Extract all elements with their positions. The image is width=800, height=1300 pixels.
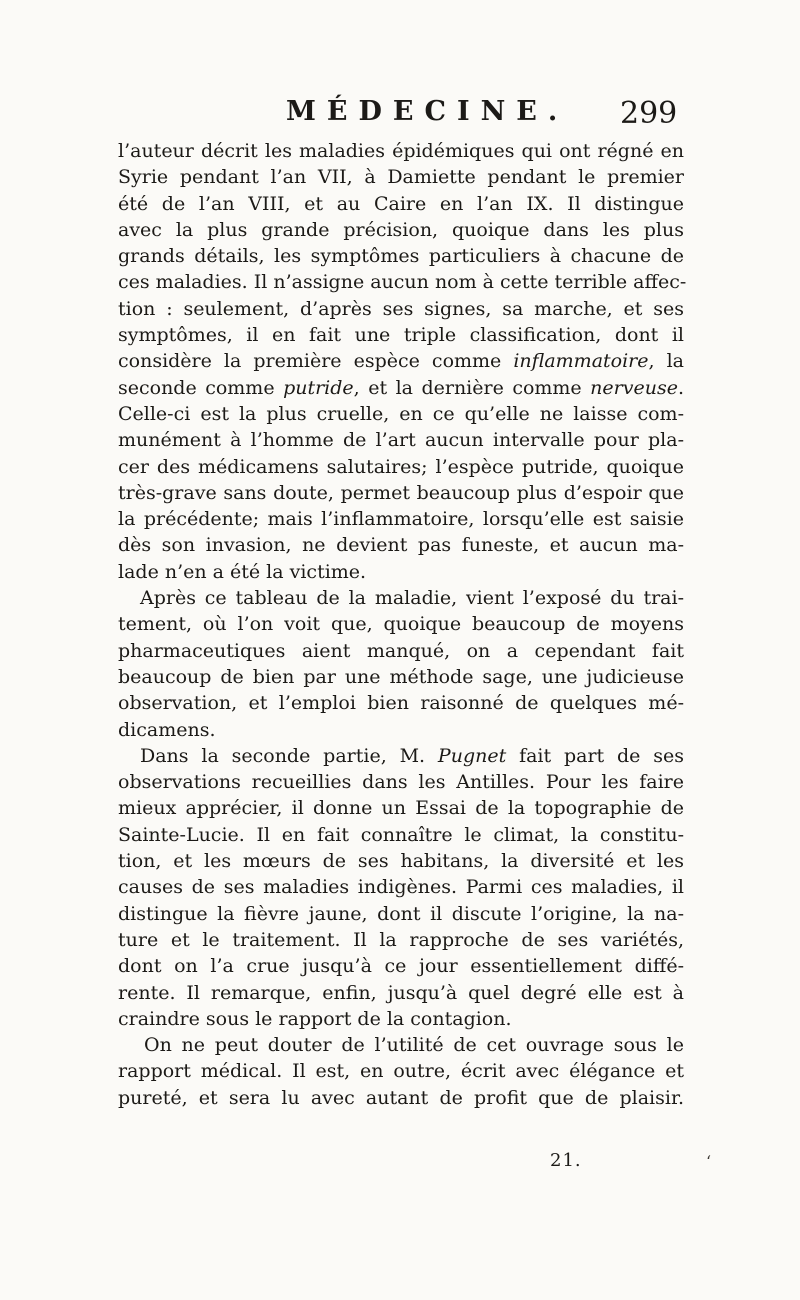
- text-line: lade n’en a été la victime.: [118, 560, 367, 583]
- page-number: 299: [620, 96, 678, 131]
- text-line: rapport médical. Il est, en outre, écrit avec élégance et: [118, 1060, 684, 1083]
- text-line: été de l’an VIII, et au Caire en l’an IX. Il distingue: [118, 192, 684, 215]
- text-line: craindre sous le rapport de la contagion.: [118, 1007, 512, 1030]
- text-line: considère la première espèce comme inflammatoire, la: [118, 350, 684, 373]
- text-line: pureté, et sera lu avec autant de profit que de plaisir.: [118, 1086, 684, 1109]
- text-line: très-grave sans doute, permet beaucoup plus d’espoir que: [118, 481, 684, 504]
- text-line: dont on l’a crue jusqu’à ce jour essentiellement diffé-: [118, 955, 684, 978]
- text-line: ces maladies. Il n’assigne aucun nom à cette terrible affec-: [118, 271, 687, 294]
- text-line: On ne peut douter de l’utilité de cet ouvrage sous le: [144, 1034, 684, 1057]
- running-head: [0, 96, 800, 136]
- text-line: ture et le traitement. Il la rapproche de ses variétés,: [118, 928, 684, 951]
- text-line: Dans la seconde partie, M. Pugnet fait part de ses: [140, 744, 685, 767]
- text-line: la précédente; mais l’inflammatoire, lorsqu’elle est saisie: [118, 508, 684, 531]
- text-line: distingue la fièvre jaune, dont il discute l’origine, la na-: [118, 902, 684, 925]
- text-line: observations recueillies dans les Antilles. Pour les faire: [118, 771, 684, 794]
- text-line: l’auteur décrit les maladies épidémiques qui ont régné en: [118, 140, 684, 162]
- text-line: tement, où l’on voit que, quoique beaucoup de moyens: [118, 613, 684, 636]
- text-line: mieux apprécier, il donne un Essai de la topographie de: [118, 797, 684, 820]
- text-line: symptômes, il en fait une triple classification, dont il: [118, 324, 684, 347]
- text-line: dicamens.: [118, 718, 216, 741]
- text-line: beaucoup de bien par une méthode sage, une judicieuse: [118, 665, 684, 688]
- text-line: tion : seulement, d’après ses signes, sa marche, et ses: [118, 297, 684, 320]
- text-line: avec la plus grande précision, quoique dans les plus: [118, 218, 684, 241]
- text-line: Celle-ci est la plus cruelle, en ce qu’elle ne laisse com-: [118, 402, 684, 425]
- text-line: cer des médicamens salutaires; l’espèce putride, quoique: [118, 455, 684, 478]
- text-line: pharmaceutiques aient manqué, on a cependant fait: [118, 639, 684, 662]
- text-line: Après ce tableau de la maladie, vient l’exposé du trai-: [140, 587, 684, 610]
- text-line: observation, et l’emploi bien raisonné de quelques mé-: [118, 692, 684, 715]
- margin-mark: ‘: [706, 1152, 712, 1171]
- text-line: Syrie pendant l’an VII, à Damiette pendant le premier: [118, 166, 684, 189]
- running-title: MÉDECINE.: [286, 96, 569, 127]
- text-line: dès son invasion, ne devient pas funeste, et aucun ma-: [118, 534, 684, 557]
- text-line: causes de ses maladies indigènes. Parmi ces maladies, il: [118, 876, 684, 899]
- text-line: tion, et les mœurs de ses habitans, la diversité et les: [118, 850, 684, 873]
- signature-mark: 21.: [550, 1150, 582, 1171]
- text-line: munément à l’homme de l’art aucun intervalle pour pla-: [118, 429, 684, 452]
- text-line: grands détails, les symptômes particuliers à chacune de: [118, 245, 684, 268]
- text-line: seconde comme putride, et la dernière comme nerveuse.: [118, 376, 684, 399]
- text-line: Sainte-Lucie. Il en fait connaître le climat, la constitu-: [118, 823, 684, 846]
- text-line: rente. Il remarque, enfin, jusqu’à quel degré elle est à: [118, 981, 684, 1004]
- body-text: [118, 138, 687, 1111]
